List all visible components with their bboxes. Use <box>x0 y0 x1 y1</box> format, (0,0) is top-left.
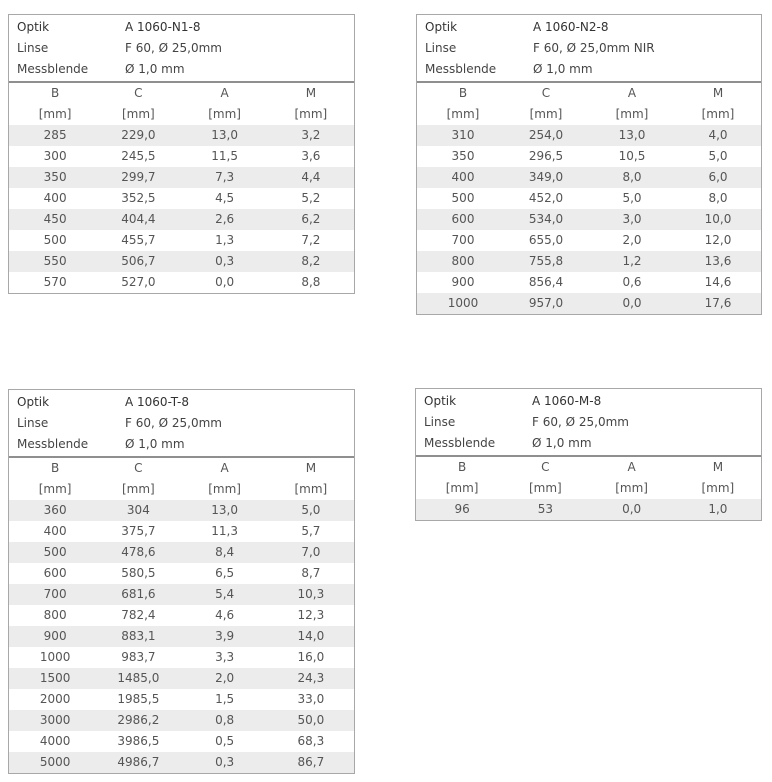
table-cell: 1485,0 <box>117 671 160 685</box>
table-cell: 681,6 <box>121 587 156 601</box>
unit-cell: [mm] <box>294 107 328 121</box>
table-row <box>9 647 354 668</box>
table-cell: 5,0 <box>622 191 642 205</box>
table-cell: 3,3 <box>215 650 235 664</box>
table-cell: 527,0 <box>121 275 156 289</box>
table-cell: 755,8 <box>528 254 564 268</box>
table-cell: 310 <box>451 128 475 142</box>
linse-value: F 60, Ø 25,0mm <box>125 416 222 430</box>
table-row <box>9 500 354 521</box>
optik-label: Optik <box>17 20 50 34</box>
linse-value: F 60, Ø 25,0mm NIR <box>533 41 655 55</box>
linse-label: Linse <box>424 415 456 429</box>
messblende-row <box>9 434 354 455</box>
table-cell: 900 <box>43 629 67 643</box>
table-cell: 883,1 <box>121 629 156 643</box>
table-cell: 500 <box>451 191 475 205</box>
column-header: M <box>305 461 317 475</box>
optik-row <box>9 392 354 413</box>
table-row <box>9 272 354 293</box>
table-cell: 580,5 <box>121 566 156 580</box>
optics-info <box>9 15 354 81</box>
column-header: M <box>712 86 724 100</box>
table-cell: 3,2 <box>301 128 321 142</box>
table-cell: 50,0 <box>297 713 325 727</box>
linse-label: Linse <box>17 416 49 430</box>
table-cell: 4,5 <box>215 191 235 205</box>
table-cell: 6,5 <box>215 566 235 580</box>
table-cell: 1,3 <box>215 233 235 247</box>
table-cell: 2,0 <box>215 671 235 685</box>
column-header: B <box>458 460 467 474</box>
table-cell: 2,6 <box>215 212 235 226</box>
table-row <box>9 668 354 689</box>
optics-table-n2 <box>416 14 762 315</box>
column-header: A <box>627 86 637 100</box>
unit-row <box>9 479 354 500</box>
unit-cell: [mm] <box>122 107 155 121</box>
table-cell: 1985,5 <box>117 692 160 706</box>
table-cell: 600 <box>451 212 475 226</box>
table-cell: 13,0 <box>618 128 646 142</box>
table-cell: 500 <box>43 233 67 247</box>
column-header-row <box>417 83 761 104</box>
table-cell: 1,2 <box>622 254 642 268</box>
table-cell: 506,7 <box>121 254 156 268</box>
table-row <box>9 125 354 146</box>
table-cell: 375,7 <box>121 524 156 538</box>
linse-value: F 60, Ø 25,0mm <box>532 415 629 429</box>
table-row <box>417 146 761 167</box>
optics-info <box>416 389 761 455</box>
unit-row <box>9 104 354 125</box>
table-cell: 8,2 <box>301 254 321 268</box>
table-row <box>9 188 354 209</box>
unit-cell: [mm] <box>122 482 155 496</box>
table-cell: 296,5 <box>528 149 564 163</box>
unit-cell: [mm] <box>529 107 563 121</box>
measurement-table <box>9 81 354 293</box>
table-row <box>417 272 761 293</box>
optik-label: Optik <box>424 394 457 408</box>
messblende-value: Ø 1,0 mm <box>125 62 185 76</box>
unit-cell: [mm] <box>615 107 649 121</box>
column-header: A <box>627 460 636 474</box>
optics-table-t <box>8 389 355 774</box>
table-cell: 0,8 <box>215 713 235 727</box>
table-cell: 4,4 <box>301 170 321 184</box>
table-cell: 1,5 <box>215 692 235 706</box>
unit-cell: [mm] <box>208 482 241 496</box>
table-cell: 478,6 <box>121 545 156 559</box>
table-cell: 570 <box>43 275 67 289</box>
table-cell: 4,6 <box>215 608 235 622</box>
table-row <box>9 167 354 188</box>
table-row <box>417 209 761 230</box>
table-cell: 12,0 <box>704 233 732 247</box>
table-cell: 400 <box>43 191 67 205</box>
table-row <box>9 251 354 272</box>
optics-info <box>9 390 354 456</box>
table-cell: 0,0 <box>622 502 642 516</box>
table-cell: 68,3 <box>297 734 325 748</box>
table-cell: 8,8 <box>301 275 321 289</box>
table-cell: 2986,2 <box>117 713 160 727</box>
optik-row <box>416 391 761 412</box>
table-cell: 350 <box>451 149 475 163</box>
table-cell: 7,3 <box>215 170 235 184</box>
table-row <box>9 689 354 710</box>
optik-label: Optik <box>425 20 458 34</box>
optik-row <box>9 17 354 38</box>
table-row <box>9 584 354 605</box>
table-row <box>9 542 354 563</box>
messblende-label: Messblende <box>17 437 89 451</box>
table-cell: 0,0 <box>622 296 642 310</box>
unit-cell: [mm] <box>445 481 479 495</box>
table-cell: 8,0 <box>708 191 728 205</box>
table-cell: 254,0 <box>528 128 564 142</box>
table-cell: 229,0 <box>121 128 156 142</box>
table-cell: 900 <box>451 275 475 289</box>
table-row <box>9 521 354 542</box>
messblende-value: Ø 1,0 mm <box>532 436 592 450</box>
table-cell: 856,4 <box>528 275 564 289</box>
table-cell: 8,7 <box>301 566 321 580</box>
column-header: C <box>541 86 551 100</box>
table-row <box>9 710 354 731</box>
messblende-value: Ø 1,0 mm <box>533 62 593 76</box>
table-cell: 800 <box>43 608 67 622</box>
table-cell: 8,4 <box>215 545 235 559</box>
table-cell: 6,0 <box>708 170 728 184</box>
table-cell: 700 <box>451 233 475 247</box>
table-cell: 10,0 <box>704 212 732 226</box>
linse-row <box>416 412 761 433</box>
optik-label: Optik <box>17 395 50 409</box>
table-cell: 3,0 <box>622 212 642 226</box>
table-cell: 352,5 <box>121 191 156 205</box>
table-row <box>9 563 354 584</box>
unit-cell: [mm] <box>615 481 648 495</box>
column-header: C <box>541 460 550 474</box>
table-cell: 4986,7 <box>117 755 160 769</box>
table-cell: 10,5 <box>618 149 646 163</box>
table-cell: 299,7 <box>121 170 156 184</box>
messblende-row <box>9 59 354 80</box>
table-cell: 245,5 <box>121 149 156 163</box>
table-cell: 13,0 <box>211 503 238 517</box>
column-header: A <box>220 461 229 475</box>
unit-cell: [mm] <box>446 107 480 121</box>
table-cell: 285 <box>43 128 67 142</box>
optik-value: A 1060-N2-8 <box>533 20 609 34</box>
unit-cell: [mm] <box>38 107 72 121</box>
table-cell: 11,5 <box>211 149 238 163</box>
table-cell: 3,6 <box>301 149 321 163</box>
table-cell: 400 <box>451 170 475 184</box>
column-header: M <box>712 460 724 474</box>
unit-cell: [mm] <box>701 481 735 495</box>
column-header: C <box>134 461 143 475</box>
table-row <box>9 752 354 773</box>
table-row <box>9 605 354 626</box>
optik-value: A 1060-M-8 <box>532 394 602 408</box>
measurement-table <box>9 456 354 773</box>
table-cell: 33,0 <box>297 692 325 706</box>
optics-info <box>417 15 761 81</box>
table-cell: 4,0 <box>708 128 728 142</box>
optics-table-m <box>415 388 762 521</box>
table-cell: 2,0 <box>622 233 642 247</box>
table-cell: 404,4 <box>121 212 156 226</box>
table-row <box>9 626 354 647</box>
linse-row <box>9 413 354 434</box>
table-cell: 5000 <box>39 755 71 769</box>
table-cell: 700 <box>43 587 67 601</box>
table-cell: 14,0 <box>297 629 325 643</box>
table-cell: 350 <box>43 170 67 184</box>
optik-value: A 1060-T-8 <box>125 395 189 409</box>
optik-row <box>417 17 761 38</box>
table-cell: 5,0 <box>708 149 728 163</box>
table-cell: 500 <box>43 545 67 559</box>
table-row <box>417 293 761 314</box>
table-row <box>9 209 354 230</box>
table-cell: 600 <box>43 566 67 580</box>
table-cell: 349,0 <box>528 170 564 184</box>
table-cell: 10,3 <box>297 587 325 601</box>
column-header: B <box>458 86 468 100</box>
table-cell: 1,0 <box>708 502 728 516</box>
table-cell: 8,0 <box>622 170 642 184</box>
linse-label: Linse <box>425 41 457 55</box>
table-cell: 13,0 <box>211 128 238 142</box>
table-cell: 400 <box>43 524 67 538</box>
column-header-row <box>9 83 354 104</box>
column-header: B <box>51 86 60 100</box>
messblende-value: Ø 1,0 mm <box>125 437 185 451</box>
linse-row <box>9 38 354 59</box>
table-cell: 1500 <box>39 671 71 685</box>
table-cell: 5,7 <box>301 524 321 538</box>
messblende-label: Messblende <box>425 62 497 76</box>
table-cell: 0,0 <box>215 275 235 289</box>
table-cell: 6,2 <box>301 212 321 226</box>
table-cell: 53 <box>537 502 554 516</box>
table-cell: 782,4 <box>121 608 156 622</box>
table-cell: 957,0 <box>528 296 564 310</box>
optics-table-n1 <box>8 14 355 294</box>
column-header-row <box>416 457 761 478</box>
table-cell: 3986,5 <box>117 734 160 748</box>
table-row <box>417 188 761 209</box>
unit-cell: [mm] <box>294 482 328 496</box>
messblende-label: Messblende <box>424 436 496 450</box>
table-cell: 11,3 <box>211 524 238 538</box>
table-cell: 0,3 <box>215 755 235 769</box>
table-row <box>9 230 354 251</box>
table-row <box>417 125 761 146</box>
messblende-row <box>417 59 761 80</box>
unit-cell: [mm] <box>208 107 241 121</box>
table-cell: 3,9 <box>215 629 235 643</box>
table-cell: 304 <box>126 503 150 517</box>
table-cell: 7,2 <box>301 233 321 247</box>
table-cell: 1000 <box>447 296 479 310</box>
table-row <box>417 167 761 188</box>
table-row <box>9 731 354 752</box>
table-cell: 1000 <box>39 650 71 664</box>
column-header: A <box>220 86 229 100</box>
table-cell: 14,6 <box>704 275 732 289</box>
linse-label: Linse <box>17 41 49 55</box>
measurement-table <box>417 81 761 314</box>
unit-row <box>417 104 761 125</box>
table-row <box>417 230 761 251</box>
table-cell: 550 <box>43 254 67 268</box>
table-cell: 452,0 <box>528 191 564 205</box>
unit-cell: [mm] <box>38 482 72 496</box>
table-cell: 450 <box>43 212 67 226</box>
table-cell: 17,6 <box>704 296 732 310</box>
unit-cell: [mm] <box>529 481 562 495</box>
table-cell: 800 <box>451 254 475 268</box>
table-cell: 16,0 <box>297 650 325 664</box>
table-cell: 300 <box>43 149 67 163</box>
table-cell: 0,3 <box>215 254 235 268</box>
table-cell: 534,0 <box>528 212 564 226</box>
table-cell: 7,0 <box>301 545 321 559</box>
table-cell: 655,0 <box>528 233 564 247</box>
messblende-label: Messblende <box>17 62 89 76</box>
column-header-row <box>9 458 354 479</box>
table-row <box>417 251 761 272</box>
table-row <box>416 499 761 520</box>
table-cell: 5,4 <box>215 587 235 601</box>
column-header: M <box>305 86 317 100</box>
table-cell: 86,7 <box>297 755 325 769</box>
table-cell: 96 <box>454 502 470 516</box>
table-cell: 12,3 <box>297 608 325 622</box>
column-header: C <box>134 86 143 100</box>
table-cell: 4000 <box>39 734 71 748</box>
table-cell: 360 <box>43 503 67 517</box>
table-cell: 0,6 <box>622 275 642 289</box>
table-cell: 5,0 <box>301 503 321 517</box>
linse-value: F 60, Ø 25,0mm <box>125 41 222 55</box>
optik-value: A 1060-N1-8 <box>125 20 201 34</box>
table-row <box>9 146 354 167</box>
table-cell: 24,3 <box>297 671 325 685</box>
table-cell: 455,7 <box>121 233 156 247</box>
measurement-table <box>416 455 761 520</box>
unit-cell: [mm] <box>701 107 735 121</box>
table-cell: 3000 <box>39 713 71 727</box>
messblende-row <box>416 433 761 454</box>
table-cell: 5,2 <box>301 191 321 205</box>
table-cell: 983,7 <box>121 650 156 664</box>
column-header: B <box>51 461 60 475</box>
table-cell: 2000 <box>39 692 71 706</box>
table-cell: 13,6 <box>704 254 732 268</box>
unit-row <box>416 478 761 499</box>
linse-row <box>417 38 761 59</box>
table-cell: 0,5 <box>215 734 235 748</box>
